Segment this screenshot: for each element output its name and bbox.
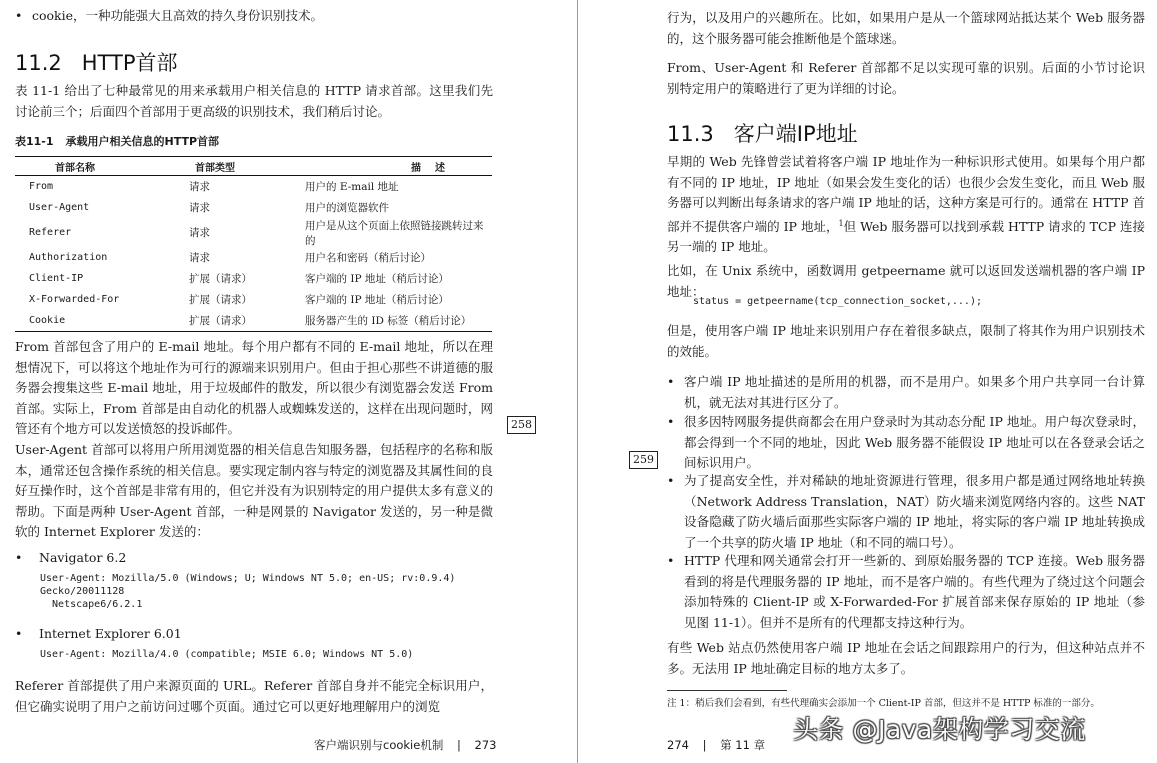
header-type-cell: 扩展（请求）	[189, 310, 305, 331]
margin-page-ref-258: 258	[507, 416, 536, 434]
header-name-cell: Client-IP	[29, 273, 84, 285]
section-heading-11-3	[667, 118, 858, 148]
drawback-bullet-3	[667, 471, 1145, 553]
table-row	[15, 289, 492, 310]
bullet-text: 很多因特网服务提供商都会在用户登录时为其动态分配 IP 地址。用户每次登录时，都会得到一个不同的地址，因此 Web 服务器不能假设 IP 地址可以在各登录会话之间标识用户。	[684, 414, 1145, 470]
table-header-row	[15, 157, 492, 176]
header-desc-cell: 用户是从这个页面上依照链接跳转过来的	[305, 219, 484, 247]
bullet-dot: •	[15, 626, 23, 641]
footnote: 注 1：稍后我们会看到，有些代理确实会添加一个 Client-IP 首部，但这并不是 HTTP 标准的一部分。	[667, 698, 1100, 709]
header-desc-cell: 用户的 E-mail 地址	[305, 180, 399, 193]
http-headers-table	[15, 156, 492, 332]
unix-paragraph: 比如，在 Unix 系统中，函数调用 getpeername 就可以返回发送端机器的客户端 IP 地址：	[667, 263, 1145, 299]
getpeername-code: status = getpeername(tcp_connection_socket,...);	[693, 296, 982, 307]
early-web-paragraph	[667, 152, 1145, 258]
header-type-cell: 请求	[189, 252, 210, 265]
page-footer	[314, 737, 496, 753]
bullet-dot: •	[667, 473, 675, 488]
col-header-type: 首部类型	[189, 157, 305, 176]
margin-page-ref-259: 259	[629, 451, 658, 469]
drawback-bullet-4	[667, 551, 1145, 633]
early-web-text-2: 但 Web 服务器可以找到承载 HTTP 请求的 TCP 连接另一端的 IP 地址。	[667, 218, 1145, 255]
table-caption-text: 承载用户相关信息的HTTP首部	[65, 135, 220, 148]
header-desc-cell: 客户端的 IP 地址（稍后讨论）	[305, 273, 449, 286]
footer-chapter-title: 客户端识别与cookie机制	[314, 738, 444, 752]
drawbacks-paragraph: 但是，使用客户端 IP 地址来识别用户存在着很多缺点，限制了将其作为用户识别技术的效能。	[667, 323, 1145, 359]
header-name-cell: Referer	[29, 227, 72, 239]
bullet-dot: •	[667, 374, 675, 389]
intro-paragraph: 表 11-1 给出了七种最常见的用来承载用户相关信息的 HTTP 请求首部。这里我们先讨论前三个；后面四个首部用于更高级的识别技术，我们稍后讨论。	[15, 83, 493, 119]
header-desc-cell: 用户名和密码（稍后讨论）	[305, 252, 431, 265]
referer-paragraph: Referer 首部提供了用户来源页面的 URL。Referer 首部自身并不能完全标识用户，但它确实说明了用户之前访问过哪个页面。通过它可以更好地理解用户的浏览	[15, 678, 493, 714]
header-type-cell: 请求	[189, 227, 210, 240]
table-row	[15, 197, 492, 218]
table-row	[15, 176, 492, 197]
footer-separator: |	[702, 738, 707, 752]
footer-page-number: 273	[474, 738, 497, 752]
section-title: 客户端IP地址	[733, 122, 858, 146]
header-type-cell: 扩展（请求）	[189, 294, 252, 307]
table-number: 表11-1	[15, 135, 54, 148]
footnote-rule	[667, 690, 787, 691]
bullet-dot: •	[667, 553, 675, 568]
header-type-cell: 扩展（请求）	[189, 273, 252, 286]
header-name-cell: Authorization	[29, 252, 108, 264]
early-web-text-1: 早期的 Web 先锋曾尝试着将客户端 IP 地址作为一种标识形式使用。如果每个用户都有不同的 IP 地址，IP 地址（如果会发生变化的话）也很少会发生变化，而且 Web 服务器可以判断出每条请求的客户端 IP 地址的话，这种方案是可行的。通常在 HTTP 首部并不提供客户端的 IP 地址，	[667, 154, 1145, 234]
closing-paragraph: 有些 Web 站点仍然使用客户端 IP 地址在会话之间跟踪用户的行为，但这种站点并不多。无法用 IP 地址确定目标的地方太多了。	[667, 640, 1145, 676]
bullet-dot: •	[15, 8, 23, 23]
bullet-text: cookie，一种功能强大且高效的持久身份识别技术。	[32, 8, 324, 23]
section-title: HTTP首部	[81, 51, 178, 75]
section-number: 11.2	[15, 51, 62, 75]
drawback-bullet-2	[667, 412, 1145, 474]
table-caption	[15, 133, 219, 149]
footer-chapter: 第 11 章	[720, 738, 766, 752]
bullet-dot: •	[667, 414, 675, 429]
section-heading-11-2	[15, 47, 178, 77]
header-desc-cell: 用户的浏览器软件	[305, 201, 389, 214]
section-number: 11.3	[667, 122, 714, 146]
header-desc-cell: 服务器产生的 ID 标签（稍后讨论）	[305, 310, 492, 331]
table-row	[15, 218, 492, 248]
left-page	[0, 0, 520, 763]
user-agent-paragraph: User-Agent 首部可以将用户所用浏览器的相关信息告知服务器，包括程序的名称和版本，通常还包含操作系统的相关信息。要实现定制内容与特定的浏览器及其属性间的良好互操作时，这个首部是非常有用的，但它并没有为识别特定的用户提供太多有意义的帮助。下面是两种 User-Agent 首部，一种是网景的 Navigator 发送的，另一种是微软的 Internet Explorer 发送的：	[15, 442, 493, 539]
continued-paragraph: 行为，以及用户的兴趣所在。比如，如果用户是从一个篮球网站抵达某个 Web 服务器的，这个服务器可能会推断他是个篮球迷。	[667, 10, 1145, 46]
bullet-text: HTTP 代理和网关通常会打开一些新的、到原始服务器的 TCP 连接。Web 服务器看到的将是代理服务器的 IP 地址，而不是客户端的。有些代理为了绕过这个问题会添加特殊的 Client-IP 或 X-Forwarded-For 扩展首部来保存原始的 IP 地址（参见图 11-1）。但并不是所有的代理都支持这种行为。	[684, 553, 1145, 630]
header-type-cell: 请求	[189, 201, 210, 214]
drawback-bullet-1	[667, 372, 1145, 413]
header-name-cell: From	[29, 180, 54, 192]
table-row	[15, 268, 492, 289]
table-row	[15, 248, 492, 269]
page-footer	[667, 737, 765, 753]
footer-separator: |	[456, 738, 461, 752]
col-header-description: 描述	[305, 157, 492, 176]
ie-user-agent-code: User-Agent: Mozilla/4.0 (compatible; MSIE 6.0; Windows NT 5.0)	[40, 649, 414, 660]
right-page	[583, 0, 1157, 763]
from-header-paragraph: From 首部包含了用户的 E-mail 地址。每个用户都有不同的 E-mail 地址，所以在理想情况下，可以将这个地址作为可行的源端来识别用户。但由于担心那些不讲道德的服务器会搜集这些 E-mail 地址，用于垃圾邮件的散发，所以很少有浏览器会发送 From 首部。实际上，From 首部是由自动化的机器人或蜘蛛发送的，这样在出现问题时，网管还有个地方可以发送愤怒的投诉邮件。	[15, 339, 493, 436]
footnote-marker: 1	[838, 218, 844, 228]
watermark: 头条 @Java架构学习交流	[793, 715, 1086, 744]
page-gutter-divider	[577, 0, 578, 763]
navigator-label: Navigator 6.2	[39, 550, 127, 565]
header-name-cell: User-Agent	[29, 201, 90, 213]
navigator-user-agent-code: User-Agent: Mozilla/5.0 (Windows; U; Windows NT 5.0; en-US; rv:0.9.4) Gecko/20011128 Netscape6/6.2.1	[40, 573, 456, 610]
footer-page-number: 274	[667, 738, 689, 752]
bullet-text: 为了提高安全性，并对稀缺的地址资源进行管理，很多用户都是通过网络地址转换（Network Address Translation，NAT）防火墙来浏览网络内容的。这些 NAT 设备隐藏了防火墙后面那些实际客户端的 IP 地址，将实际的客户端 IP 地址转换成了一个共享的防火墙 IP 地址（和不同的端口号）。	[684, 473, 1145, 550]
table-row	[15, 310, 492, 331]
header-desc-cell: 客户端的 IP 地址（稍后讨论）	[305, 294, 449, 307]
header-type-cell: 请求	[189, 180, 210, 193]
header-name-cell: X-Forwarded-For	[29, 294, 120, 306]
col-header-name: 首部名称	[15, 157, 189, 176]
bullet-text: 客户端 IP 地址描述的是所用的机器，而不是用户。如果多个用户共享同一台计算机，就无法对其进行区分了。	[684, 374, 1145, 410]
header-name-cell: Cookie	[15, 310, 189, 331]
ie-label: Internet Explorer 6.01	[39, 626, 182, 641]
bullet-dot: •	[15, 550, 23, 565]
insufficient-identification-paragraph: From、User-Agent 和 Referer 首部都不足以实现可靠的识别。后面的小节讨论识别特定用户的策略进行了更为详细的讨论。	[667, 60, 1145, 96]
